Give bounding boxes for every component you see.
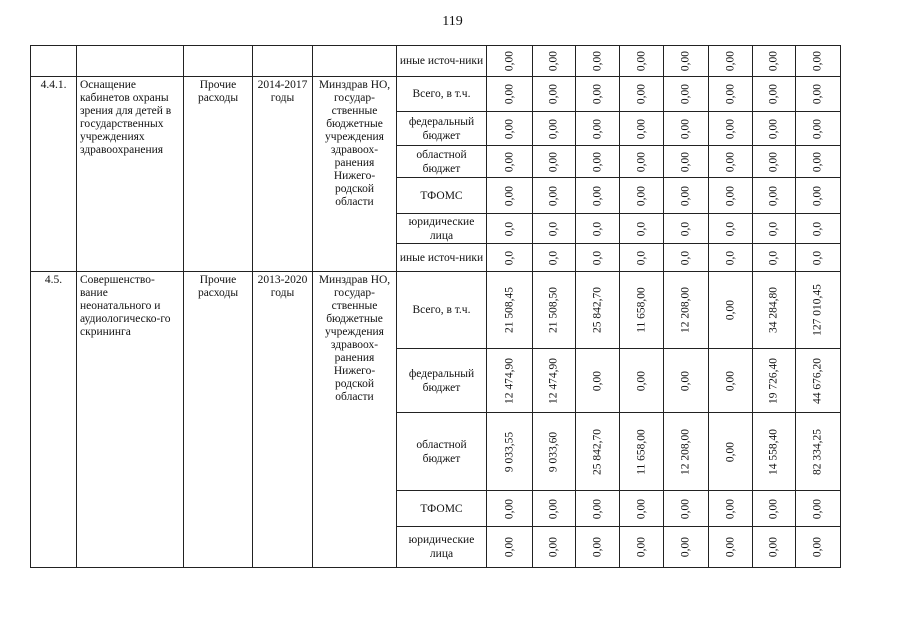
funding-value-cell <box>753 349 796 413</box>
funding-value-cell <box>487 46 533 77</box>
funding-value: 0,00 <box>591 151 603 172</box>
funding-value: 0,00 <box>547 536 560 558</box>
funding-source-label: областной бюджет <box>397 413 487 491</box>
page-number: 119 <box>442 14 463 29</box>
funding-value: 12 208,00 <box>679 287 692 333</box>
funding-value: 0,00 <box>679 498 692 519</box>
funding-value: 0,00 <box>811 498 824 519</box>
funding-value-cell <box>753 112 796 146</box>
funding-value: 0,00 <box>724 151 736 172</box>
funding-value-cell <box>487 146 533 178</box>
funding-value-cell <box>796 244 841 272</box>
funding-value-cell <box>709 112 753 146</box>
funding-value: 0,0 <box>679 221 692 236</box>
funding-value: 0,00 <box>811 83 824 105</box>
funding-source-label: иные источ-ники <box>397 46 487 77</box>
funding-value: 0,00 <box>503 185 515 206</box>
executor: Минздрав НО, государ-ственные бюджетные учреждения здравоох-ранения Нижего-родской области <box>313 77 397 272</box>
funding-value: 0,00 <box>591 118 603 139</box>
funding-value-cell <box>709 178 753 214</box>
funding-value: 0,00 <box>591 83 603 105</box>
funding-value: 0,00 <box>547 118 560 139</box>
table-row <box>31 46 841 77</box>
funding-value: 0,00 <box>724 370 736 391</box>
funding-value: 82 334,25 <box>811 428 824 475</box>
expense-type <box>184 46 253 77</box>
funding-value-cell <box>576 527 620 568</box>
funding-value-cell <box>709 349 753 413</box>
funding-value: 0,00 <box>503 83 515 105</box>
expense-type: Прочие расходы <box>184 272 253 568</box>
funding-value: 12 474,90 <box>547 357 560 404</box>
program-table <box>30 45 841 568</box>
funding-value-cell <box>709 77 753 112</box>
funding-source-label: юридические лица <box>397 214 487 244</box>
funding-value: 0,0 <box>767 250 780 265</box>
funding-value: 0,00 <box>679 83 692 105</box>
funding-value-cell <box>664 272 709 349</box>
funding-value-cell <box>487 112 533 146</box>
funding-value-cell <box>709 527 753 568</box>
funding-value: 0,0 <box>503 250 515 265</box>
funding-value-cell <box>620 491 664 527</box>
funding-value-cell <box>620 214 664 244</box>
funding-source-label: Всего, в т.ч. <box>397 272 487 349</box>
funding-value-cell <box>620 527 664 568</box>
funding-value-cell <box>487 77 533 112</box>
funding-value: 0,00 <box>724 118 736 139</box>
funding-value-cell <box>709 272 753 349</box>
funding-value: 12 208,00 <box>679 428 692 475</box>
funding-value-cell <box>533 413 576 491</box>
funding-value: 0,00 <box>635 83 647 105</box>
funding-source-label: федеральный бюджет <box>397 349 487 413</box>
funding-value: 0,00 <box>724 83 736 105</box>
funding-value-cell <box>664 413 709 491</box>
funding-value-cell <box>664 214 709 244</box>
funding-value: 0,0 <box>724 250 736 265</box>
funding-value-cell <box>664 46 709 77</box>
funding-value: 0,00 <box>635 536 647 558</box>
funding-value: 0,00 <box>591 536 603 558</box>
funding-value: 0,00 <box>679 370 692 391</box>
funding-value: 0,00 <box>811 50 824 72</box>
funding-value: 0,00 <box>679 50 692 72</box>
funding-value-cell <box>576 349 620 413</box>
funding-value-cell <box>796 112 841 146</box>
funding-value: 0,00 <box>679 151 692 172</box>
funding-value-cell <box>576 214 620 244</box>
funding-source-label: юридические лица <box>397 527 487 568</box>
funding-value-cell <box>664 112 709 146</box>
funding-value-cell <box>487 178 533 214</box>
funding-value: 9 033,55 <box>503 431 515 472</box>
executor <box>313 46 397 77</box>
funding-value-cell <box>664 244 709 272</box>
funding-value: 0,00 <box>635 50 647 72</box>
funding-value: 0,00 <box>635 151 647 172</box>
funding-value-cell <box>753 214 796 244</box>
funding-value-cell <box>487 244 533 272</box>
funding-value: 0,0 <box>811 221 824 236</box>
funding-value: 0,00 <box>811 118 824 139</box>
funding-value-cell <box>664 77 709 112</box>
funding-value-cell <box>576 244 620 272</box>
funding-value: 0,00 <box>591 50 603 72</box>
funding-value-cell <box>753 491 796 527</box>
funding-value-cell <box>533 77 576 112</box>
years-period: 2014-2017 годы <box>253 77 313 272</box>
funding-value-cell <box>487 349 533 413</box>
funding-value: 0,0 <box>635 221 647 236</box>
funding-value-cell <box>709 244 753 272</box>
funding-value: 0,00 <box>635 118 647 139</box>
item-name <box>77 46 184 77</box>
funding-source-label: Всего, в т.ч. <box>397 77 487 112</box>
funding-value-cell <box>664 349 709 413</box>
funding-value: 0,00 <box>547 498 560 519</box>
funding-source-label: федеральный бюджет <box>397 112 487 146</box>
item-number: 4.5. <box>31 272 77 568</box>
funding-value: 0,00 <box>547 50 560 72</box>
funding-source-label: ТФОМС <box>397 178 487 214</box>
funding-value: 0,00 <box>767 185 780 206</box>
funding-value-cell <box>753 413 796 491</box>
funding-value: 0,00 <box>724 299 736 321</box>
item-number: 4.4.1. <box>31 77 77 272</box>
funding-value-cell <box>796 214 841 244</box>
expense-type: Прочие расходы <box>184 77 253 272</box>
funding-value: 0,0 <box>503 221 515 236</box>
funding-value: 0,00 <box>811 185 824 206</box>
funding-value: 0,00 <box>591 185 603 206</box>
funding-value: 34 284,80 <box>767 287 780 333</box>
funding-value: 0,00 <box>724 185 736 206</box>
funding-value: 0,00 <box>724 441 736 462</box>
funding-value-cell <box>709 491 753 527</box>
funding-value: 25 842,70 <box>591 428 603 475</box>
funding-value-cell <box>533 244 576 272</box>
funding-value-cell <box>576 146 620 178</box>
funding-value-cell <box>533 214 576 244</box>
funding-value: 127 010,45 <box>811 284 824 336</box>
funding-value-cell <box>796 491 841 527</box>
funding-value: 0,00 <box>767 498 780 519</box>
funding-value-cell <box>487 214 533 244</box>
funding-value-cell <box>533 349 576 413</box>
funding-value: 12 474,90 <box>503 357 515 404</box>
funding-value-cell <box>533 146 576 178</box>
funding-value: 21 508,45 <box>503 287 515 333</box>
funding-value-cell <box>620 272 664 349</box>
funding-value: 9 033,60 <box>547 431 560 472</box>
funding-value-cell <box>796 272 841 349</box>
funding-value: 0,0 <box>811 250 824 265</box>
years-period <box>253 46 313 77</box>
funding-source-label: иные источ-ники <box>397 244 487 272</box>
funding-value: 0,00 <box>503 498 515 519</box>
item-name: Оснащение кабинетов охраны зрения для детей в государственных учреждениях здравоохранения <box>77 77 184 272</box>
funding-value: 0,00 <box>503 151 515 172</box>
funding-value-cell <box>709 46 753 77</box>
funding-value-cell <box>796 46 841 77</box>
funding-value-cell <box>576 112 620 146</box>
funding-value-cell <box>620 349 664 413</box>
funding-value-cell <box>620 413 664 491</box>
funding-value: 0,0 <box>547 221 560 236</box>
funding-value: 0,00 <box>724 536 736 558</box>
funding-value: 0,00 <box>503 50 515 72</box>
funding-value: 0,00 <box>679 536 692 558</box>
funding-value-cell <box>796 349 841 413</box>
funding-value: 0,00 <box>503 536 515 558</box>
funding-value-cell <box>487 491 533 527</box>
funding-value: 0,00 <box>767 83 780 105</box>
funding-value-cell <box>709 413 753 491</box>
funding-value-cell <box>576 413 620 491</box>
item-name: Совершенство-вание неонатального и аудиологическо-го скрининга <box>77 272 184 568</box>
funding-value-cell <box>533 46 576 77</box>
funding-value: 0,00 <box>591 498 603 519</box>
funding-value: 0,0 <box>679 250 692 265</box>
funding-value-cell <box>753 46 796 77</box>
funding-value: 0,00 <box>679 118 692 139</box>
funding-value: 0,00 <box>767 151 780 172</box>
funding-value-cell <box>664 491 709 527</box>
funding-value: 0,00 <box>547 185 560 206</box>
funding-value: 0,00 <box>547 151 560 172</box>
funding-value-cell <box>620 178 664 214</box>
funding-value: 44 676,20 <box>811 357 824 404</box>
funding-value: 0,00 <box>591 370 603 391</box>
funding-value: 0,0 <box>591 221 603 236</box>
funding-value-cell <box>753 244 796 272</box>
funding-value: 0,00 <box>635 370 647 391</box>
funding-value-cell <box>796 146 841 178</box>
years-period: 2013-2020 годы <box>253 272 313 568</box>
funding-value-cell <box>709 146 753 178</box>
funding-value: 0,00 <box>811 151 824 172</box>
funding-source-label: ТФОМС <box>397 491 487 527</box>
table-row <box>31 77 841 112</box>
funding-value-cell <box>533 527 576 568</box>
funding-value: 0,0 <box>724 221 736 236</box>
funding-value-cell <box>533 178 576 214</box>
funding-value: 0,0 <box>767 221 780 236</box>
funding-value-cell <box>576 77 620 112</box>
funding-value: 0,0 <box>591 250 603 265</box>
funding-value-cell <box>620 244 664 272</box>
funding-value: 19 726,40 <box>767 357 780 404</box>
funding-value: 0,00 <box>503 118 515 139</box>
funding-value: 21 508,50 <box>547 287 560 333</box>
funding-value: 11 658,00 <box>635 287 647 333</box>
table-row <box>31 272 841 349</box>
funding-value: 0,00 <box>724 498 736 519</box>
funding-value: 0,00 <box>767 50 780 72</box>
funding-value-cell <box>620 112 664 146</box>
funding-value-cell <box>753 146 796 178</box>
funding-value-cell <box>487 527 533 568</box>
funding-value-cell <box>753 77 796 112</box>
funding-value-cell <box>664 146 709 178</box>
funding-value-cell <box>709 214 753 244</box>
funding-value-cell <box>796 527 841 568</box>
funding-value: 11 658,00 <box>635 428 647 475</box>
funding-value: 0,00 <box>767 536 780 558</box>
funding-source-label: областной бюджет <box>397 146 487 178</box>
funding-value-cell <box>533 491 576 527</box>
funding-value: 0,00 <box>635 185 647 206</box>
funding-value: 14 558,40 <box>767 428 780 475</box>
funding-value-cell <box>620 46 664 77</box>
funding-value-cell <box>796 77 841 112</box>
funding-value-cell <box>753 527 796 568</box>
funding-value-cell <box>620 146 664 178</box>
funding-value-cell <box>576 491 620 527</box>
funding-value-cell <box>576 178 620 214</box>
funding-value-cell <box>533 112 576 146</box>
funding-value: 0,00 <box>767 118 780 139</box>
funding-value-cell <box>576 46 620 77</box>
funding-value-cell <box>487 413 533 491</box>
funding-value: 0,0 <box>635 250 647 265</box>
funding-value: 0,0 <box>547 250 560 265</box>
funding-value-cell <box>664 527 709 568</box>
funding-value-cell <box>753 272 796 349</box>
funding-value-cell <box>664 178 709 214</box>
funding-value-cell <box>620 77 664 112</box>
funding-value: 0,00 <box>547 83 560 105</box>
funding-value: 0,00 <box>679 185 692 206</box>
funding-value-cell <box>576 272 620 349</box>
funding-value-cell <box>796 413 841 491</box>
funding-value-cell <box>487 272 533 349</box>
executor: Минздрав НО, государ-ственные бюджетные учреждения здравоох-ранения Нижего-родской области <box>313 272 397 568</box>
funding-value-cell <box>533 272 576 349</box>
funding-value-cell <box>753 178 796 214</box>
funding-value: 0,00 <box>724 50 736 72</box>
item-number <box>31 46 77 77</box>
funding-value-cell <box>796 178 841 214</box>
funding-value: 0,00 <box>635 498 647 519</box>
funding-value: 0,00 <box>811 536 824 558</box>
funding-value: 25 842,70 <box>591 287 603 333</box>
